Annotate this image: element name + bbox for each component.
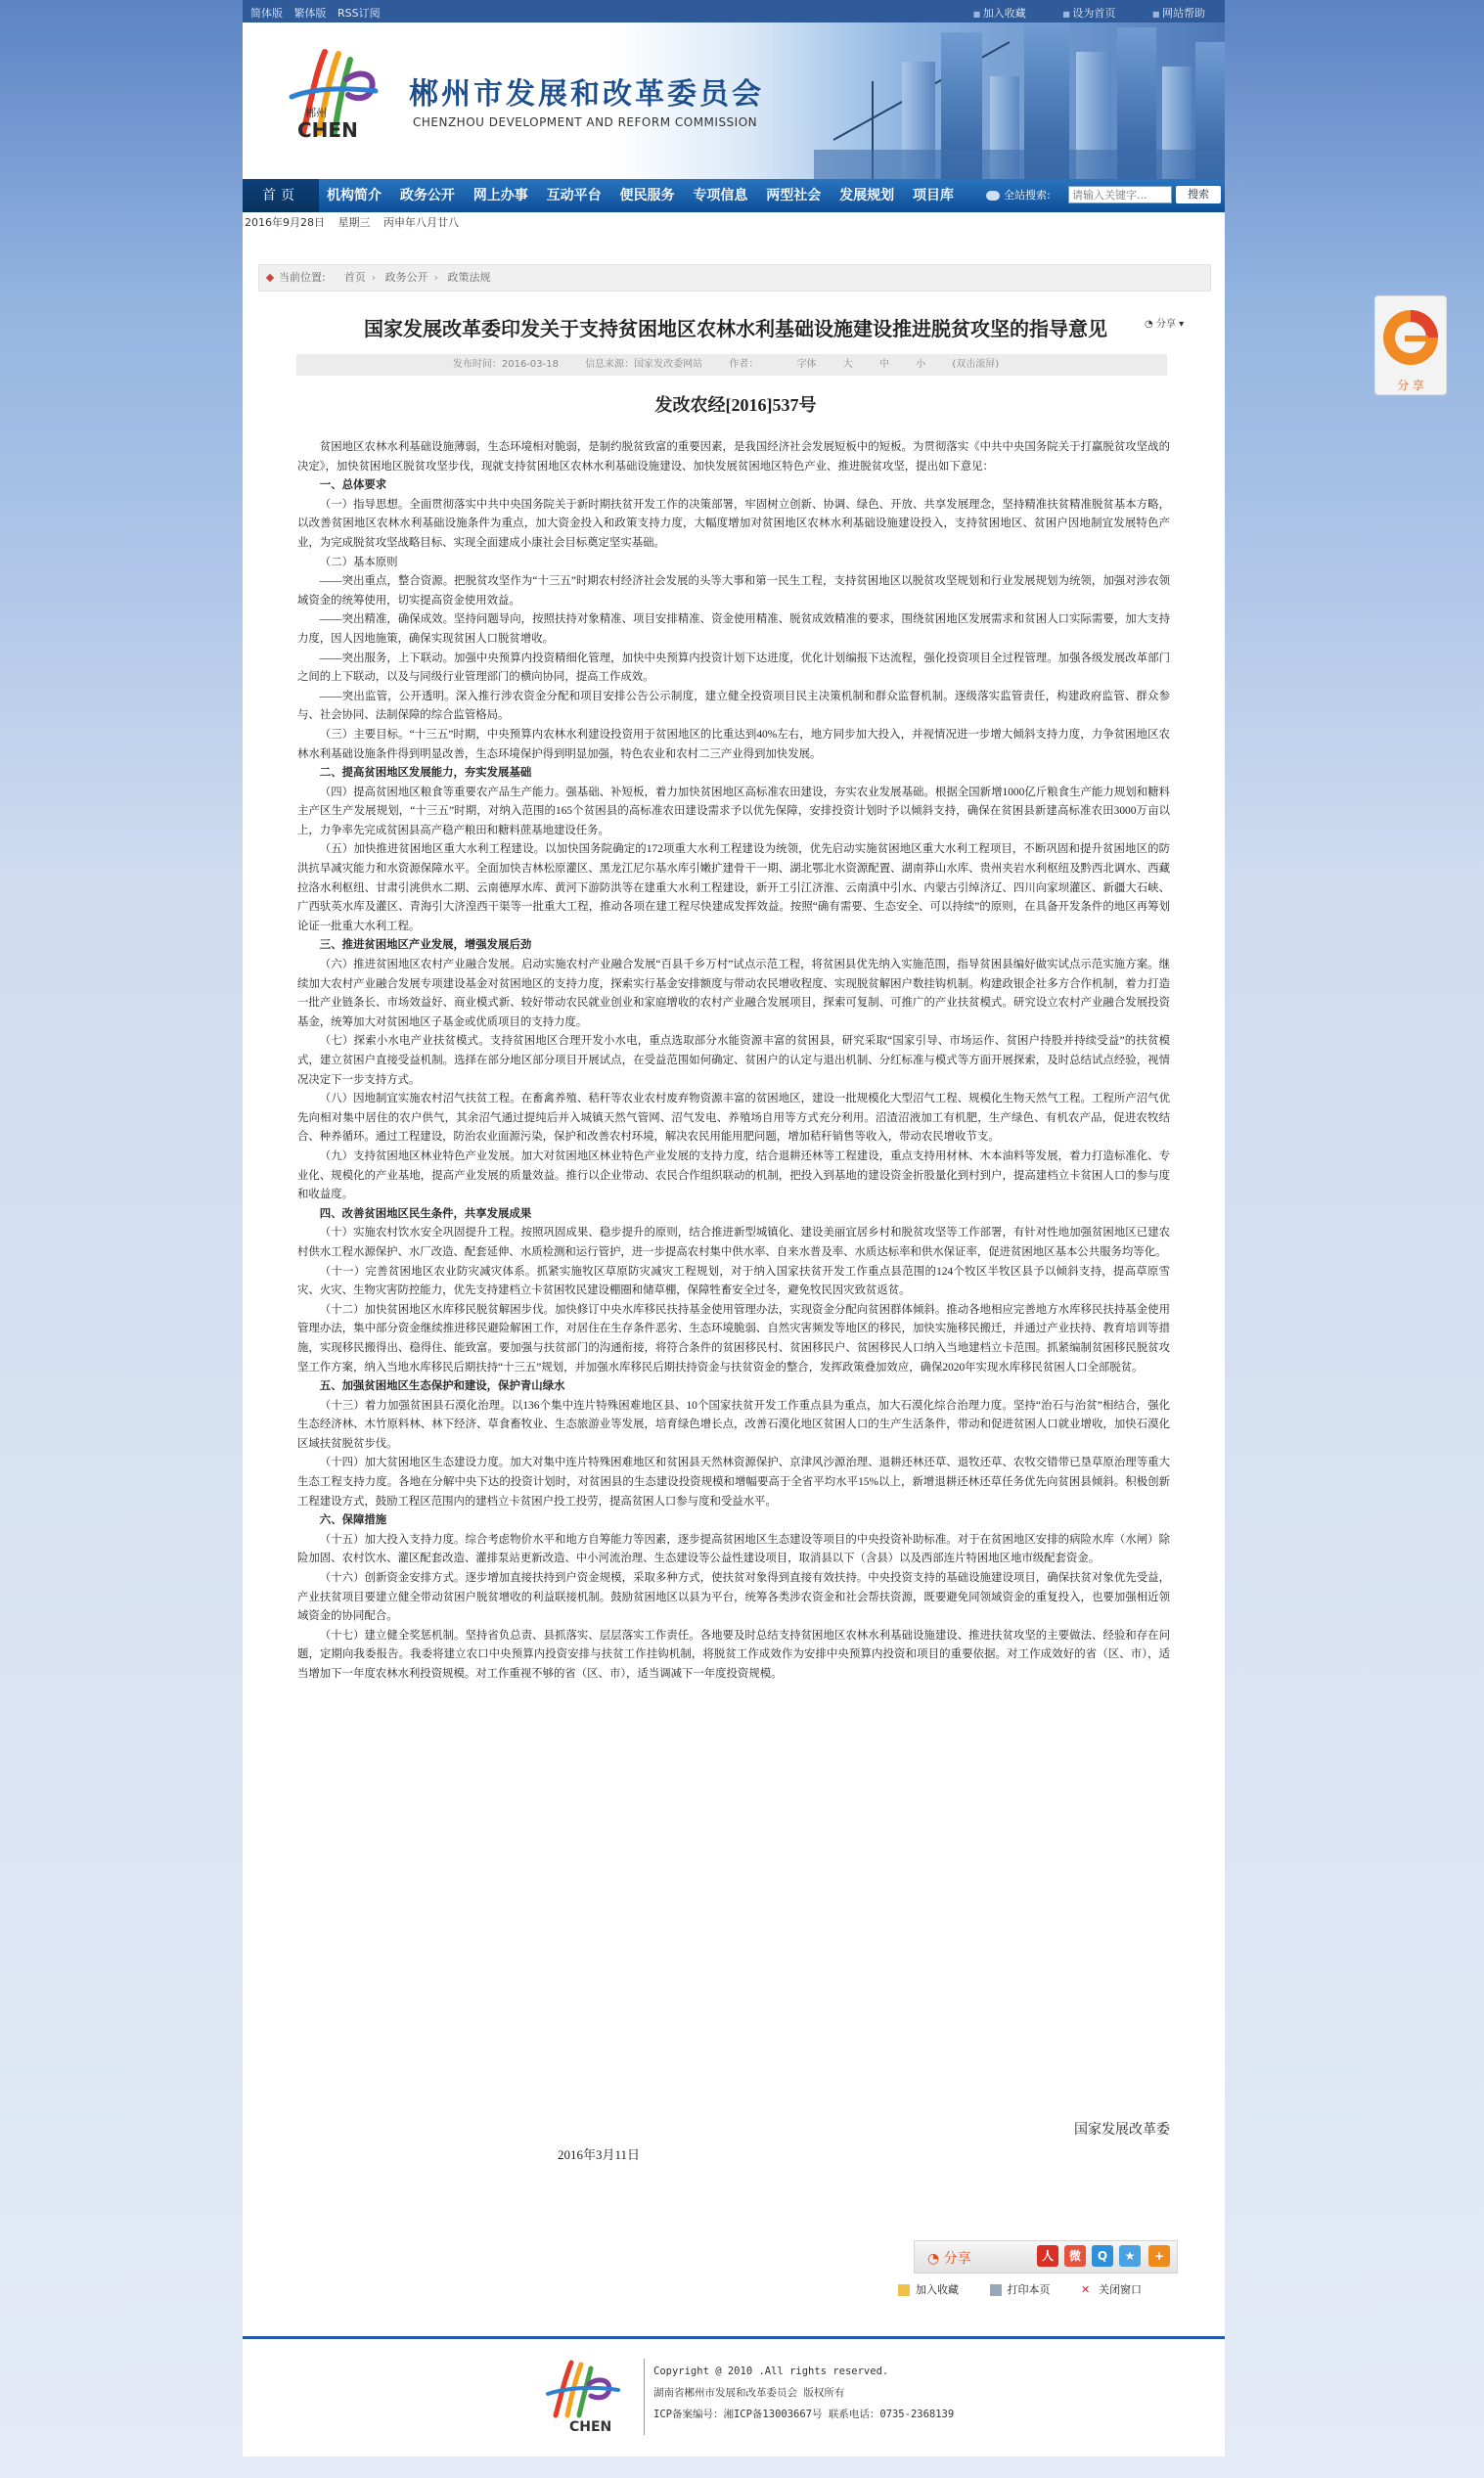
- footer-text: [653, 2361, 954, 2425]
- current-weekday: 星期三: [337, 216, 371, 229]
- add-favorite-link[interactable]: ■ 加入收藏: [973, 7, 1026, 20]
- site-title: 郴州市发展和改革委员会: [409, 77, 764, 112]
- article-paragraph: ——突出监管，公开透明。深入推行涉农资金分配和项目安排公告公示制度，建立健全投资项目民主决策机制和群众监督机制。逐级落实监管责任，构建政府监管、群众参与、社会协同、法制保障的综合监管格局。: [297, 690, 1170, 722]
- traditional-link[interactable]: 繁体版: [293, 7, 327, 20]
- publish-time: 发布时间：2016-03-18: [452, 359, 559, 370]
- article-meta: [296, 354, 1167, 376]
- article-paragraph: （七）探索小水电产业扶贫模式。支持贫困地区合理开发小水电，重点选取部分水能资源丰富的贫困县，研究采取“国家引导、市场运作、贫困户持股并持续受益”的扶贫模式，建立贫困户直接受益机制。选择在部分地区部分项目开展试点，在受益范围如何确定、贫困户的认定与退出机制、分红标准与模式等方面开展探索，及时总结试点经验，视情况决定下一步支持方式。: [297, 1035, 1170, 1086]
- article-paragraph: （五）加快推进贫困地区重大水利工程建设。以加快国务院确定的172项重大水利工程建设为统领，优先启动实施贫困地区重大水利工程项目，不断巩固和提升贫困地区的防洪抗旱减灾能力和水资源保障水平。全面加快吉林松原灌区、黑龙江尼尔基水库引嫩扩建骨干一期、湖北鄂北水资源配置、湖南莽山水库、贵州夹岩水利枢纽及黔西北调水、西藏拉洛水利枢纽、甘肃引洮供水二期、云南德厚水库、黄河下游防洪等在建重大水利工程建设，新开工引江济淮、云南滇中引水、内蒙古引绰济辽、四川向家坝灌区、新疆大石峡、广西驮英水库及灌区、青海引大济湟西干渠等一批重大工程，推动各项在建工程尽快建成发挥效益。按照“确有需要、生态安全、可以持续”的原则，在具备开发条件的地区再筹划论证一批重大水利工程。: [297, 843, 1170, 932]
- search-input[interactable]: [1068, 186, 1172, 203]
- breadcrumb-policy[interactable]: 政策法规: [447, 271, 491, 284]
- article-paragraph: ——突出服务，上下联动。加强中央预算内投资精细化管理，加快中央预算内投资计划下达进度，优化计划编报下达流程，强化投资项目全过程管理。加强各级发展改革部门之间的上下联动，以及与同级行业管理部门的横向协同，提高工作成效。: [297, 652, 1170, 684]
- nav-item-government-affairs[interactable]: 政务公开: [399, 188, 455, 203]
- share-icon: ◔: [1145, 319, 1153, 330]
- section-heading: 二、提高贫困地区发展能力，夯实发展基础: [319, 767, 532, 780]
- contact-phone: 联系电话：0735-2368139: [828, 2409, 955, 2420]
- article-paragraph: （二）基本原则: [319, 556, 398, 568]
- article-paragraph: （十）实施农村饮水安全巩固提升工程。按照巩固成果、稳步提升的原则，结合推进新型城镇化、建设美丽宜居乡村和脱贫攻坚等工作部署，有针对性地加强贫困地区已建农村供水工程水源保护、水厂改造、配套延伸、水质检测和运行管护，进一步提高农村集中供水率、自来水普及率、水质达标率和供水保证率，促进贫困地区基本公共服务均等化。: [297, 1227, 1170, 1258]
- article-paragraph: （六）推进贫困地区农村产业融合发展。启动实施农村产业融合发展“百县千乡万村”试点示范工程，将贫困县优先纳入实施范围，指导贫困县编好做实试点示范实施方案。继续加大农村产业融合发展专项建设基金对贫困地区的支持力度，探索实行基金安排额度与带动农民增收程度、实现脱贫解困户数挂钩机制。构建政银企社多方合作机制，着力打造一批产业链条长、市场效益好、商业模式新、较好带动农民就业创业和家庭增收的农村产业融合发展项目，探索可复制、可推广的产业扶贫模式。研究设立农村产业融合发展投资基金，统筹加大对贫困地区子基金或优质项目的支持力度。: [297, 959, 1170, 1028]
- svg-text:CHEN: CHEN: [569, 2419, 612, 2433]
- nav-item-two-oriented-society[interactable]: 两型社会: [766, 188, 822, 203]
- copyright-text: Copyright @ 2010 .All rights reserved.: [653, 2365, 889, 2377]
- floating-share-label: 分 享: [1397, 379, 1424, 392]
- share-toolbar: [914, 2240, 1178, 2274]
- simplified-link[interactable]: 简体版: [250, 7, 283, 20]
- nav-item-online-services[interactable]: 网上办事: [472, 188, 528, 203]
- share-dropdown[interactable]: ◔ 分享 ▾: [1145, 319, 1185, 330]
- section-heading: 三、推进贫困地区产业发展，增强发展后劲: [319, 939, 532, 952]
- info-source: 信息来源：国家发改委网站: [585, 359, 703, 370]
- section-heading: 四、改善贫困地区民生条件，共享发展成果: [319, 1207, 532, 1220]
- nav-home[interactable]: 首页: [243, 179, 319, 212]
- section-heading: 五、加强贫困地区生态保护和建设，保护青山绿水: [319, 1380, 565, 1393]
- article-paragraph: （十三）着力加强贫困县石漠化治理。以136个集中连片特殊困难地区县、10个国家扶贫开发工作重点县为重点，加大石漠化综合治理力度。坚持“治石与治贫”相结合，强化生态经济林、木竹原料林、林下经济、草食畜牧业、生态旅游业等发展，培育绿色增长点，改善石漠化地区贫困人口的生产生活条件，带动和促进贫困人口就业增收，加快石漠化区域扶贫脱贫步伐。: [297, 1399, 1170, 1450]
- share-logo-icon: [1375, 296, 1446, 375]
- breadcrumb-home[interactable]: 首页: [343, 271, 366, 284]
- logo-wordmark: 郴州 CHEN: [297, 107, 358, 142]
- article-paragraph: （十六）创新资金安排方式。逐步增加直接扶持到户资金规模，采取多种方式，使扶贫对象得到直接有效扶持。中央投资支持的基础设施建设项目，确保扶贫对象优先受益，产业扶贫项目要建立健全带动贫困户脱贫增收的利益联接机制。鼓励贫困地区以县为平台，统筹各类涉农资金和社会帮扶资源，既要避免同领域资金的重复投入，也要加强相近领域资金的协同配合。: [297, 1572, 1170, 1623]
- share-button[interactable]: ◔ 分享: [927, 2251, 971, 2267]
- current-date: 2016年9月28日: [245, 216, 325, 229]
- top-bar: [243, 0, 1225, 23]
- main-nav: [243, 179, 1225, 212]
- search-label: 全站搜索:: [1004, 189, 1051, 202]
- set-homepage-link[interactable]: ■ 设为首页: [1062, 7, 1115, 20]
- nav-item-special-info[interactable]: 专项信息: [693, 188, 748, 203]
- add-favorite-action[interactable]: 加入收藏: [898, 2283, 959, 2296]
- font-medium-button[interactable]: 中: [878, 359, 889, 370]
- author: 作者：: [729, 359, 759, 370]
- more-share-icon[interactable]: +: [1148, 2245, 1170, 2267]
- site-help-link[interactable]: ■ 网站帮助: [1152, 7, 1205, 20]
- section-heading: 六、保障措施: [319, 1514, 387, 1527]
- article-title: 国家发展改革委印发关于支持贫困地区农林水利基础设施建设推进脱贫攻坚的指导意见: [364, 317, 1107, 340]
- nav-item-institution[interactable]: 机构简介: [327, 188, 382, 203]
- article-paragraph: （十二）加快贫困地区水库移民脱贫解困步伐。加快修订中央水库移民扶持基金使用管理办法，实现资金分配向贫困群体倾斜。推动各地相应完善地方水库移民扶持基金使用管理办法，集中部分资金继续推进移民避险解困工作，对居住在生存条件恶劣、生态环境脆弱、自然灾害频发等地区的移民，加快实施移民搬迁，并通过产业扶持、教育培训等措施，实现移民搬得出、稳得住、能致富。要加强与扶贫部门的沟通衔接，将符合条件的贫困移民村、贫困移民户、贫困移民人口纳入当地建档立卡范围。抓紧编制贫困移民脱贫攻坚工作方案，纳入当地水库移民后期扶持“十三五”规划，并加强水库移民后期扶持资金与扶贫资金的整合，发挥政策叠加效应，确保2020年实现水库移民贫困人口全部脱贫。: [297, 1303, 1170, 1374]
- tencent-icon[interactable]: Q: [1092, 2245, 1113, 2267]
- weibo-icon[interactable]: 微: [1064, 2245, 1086, 2267]
- footer: [243, 2339, 1225, 2456]
- font-size-control: 字体 大 中 小 (双击滚屏): [796, 359, 1000, 370]
- article-paragraph: （十七）建立健全奖惩机制。坚持省负总责、县抓落实、层层落实工作责任。各地要及时总结支持贫困地区农林水利基础设施建设、推进扶贫攻坚的主要做法、经验和存在问题，定期向我委报告。我委将建立农口中央预算内投资安排与扶贫工作挂钩机制，将脱贫工作成效作为安排中央预算内投资和项目的重要依据。对工作成效好的省（区、市），适当增加下一年度农林水利投资规模。对工作重视不够的省（区、市），适当调减下一年度投资规模。: [297, 1629, 1170, 1680]
- footer-logo: [536, 2355, 634, 2433]
- renren-icon[interactable]: 人: [1037, 2245, 1058, 2267]
- city-skyline-image: [814, 23, 1225, 179]
- article-paragraph: （三）主要目标。“十三五”时期，中央预算内农林水利建设投资用于贫困地区的比重达到40%左右，地方同步加大投入，并视情况进一步增大倾斜支持力度，力争贫困地区农林水利基础设施条件得到明显改善，生态环境保护得到明显加强，特色农业和农村二三产业得到加快发展。: [297, 728, 1170, 760]
- owner-text: 湖南省郴州市发展和改革委员会 版权所有: [653, 2387, 845, 2399]
- breadcrumb-government-affairs[interactable]: 政务公开: [384, 271, 428, 284]
- date-bar: [243, 212, 1225, 242]
- page-container: [243, 0, 1225, 2433]
- nav-item-public-services[interactable]: 便民服务: [619, 188, 675, 203]
- article-paragraph: （八）因地制宜实施农村沼气扶贫工程。在畜禽养殖、秸秆等农业农村废弃物资源丰富的贫困地区，建设一批规模化大型沼气工程、规模化生物天然气工程。工程所产沼气优先向相对集中居住的农户供气，其余沼气通过提纯后并入城镇天然气管网、沼气发电、养殖场自用等方式充分利用。沼渣沼液加工有机肥，生产绿色、有机农产品，促进农牧结合、种养循环。通过工程建设，防治农业面源污染，保护和改善农村环境，解决农民用能用肥问题，增加秸秆销售等收入，带动农民增收节支。: [297, 1093, 1170, 1144]
- article-paragraph: （四）提高贫困地区粮食等重要农产品生产能力。强基础、补短板，着力加快贫困地区高标准农田建设，夯实农业发展基础。根据全国新增1000亿斤粮食生产能力规划和糖料主产区生产发展规划，“十三五”时期，对纳入范围的165个贫困县的高标准农田建设需求予以优先保障，安排投资计划时予以倾斜支持，确保在贫困县新建高标准农田3000万亩以上，力争率先完成贫困县高产稳产粮田和糖料蔗基地建设任务。: [297, 786, 1170, 836]
- lunar-date: 丙申年八月廿八: [383, 216, 459, 229]
- search-button[interactable]: 搜索: [1176, 186, 1221, 203]
- article-paragraph: （十五）加大投入支持力度。综合考虑物价水平和地方自筹能力等因素，逐步提高贫困地区生态建设等项目的中央投资补助标准。对于在贫困地区安排的病险水库（水闸）除险加固、农村饮水、灌区配套改造、灌排泵站更新改造、中小河流治理、生态建设等公益性建设项目，取消县以下（含县）以及西部连片特困地区地市级配套资金。: [297, 1533, 1170, 1565]
- section-heading: 一、总体要求: [319, 479, 387, 492]
- rss-link[interactable]: RSS订阅: [337, 7, 381, 20]
- nav-items: [327, 179, 967, 212]
- article-paragraph: （十一）完善贫困地区农业防灾减灾体系。抓紧实施牧区草原防灾减灾工程规划，对于纳入国家扶贫开发工作重点县范围的124个牧区半牧区县予以倾斜支持，提高草原雪灾、火灾、生物灾害防控能力，优先支持建档立卡贫困牧民建设棚圈和储草棚，保障牲畜安全过冬，避免牧民因灾致贫返贫。: [297, 1265, 1170, 1297]
- article-paragraph: 贫困地区农林水利基础设施薄弱，生态环境相对脆弱，是制约脱贫致富的重要因素，是我国经济社会发展短板中的短板。为贯彻落实《中共中央国务院关于打赢脱贫攻坚战的决定》，加快贫困地区脱贫攻坚步伐，现就支持贫困地区农林水利基础设施建设、加快发展贫困地区特色产业、推进脱贫攻坚，提出如下意见：: [297, 441, 1170, 473]
- site-subtitle: CHENZHOU DEVELOPMENT AND REFORM COMMISSION: [413, 115, 758, 129]
- scroll-hint: (双击滚屏): [952, 359, 1000, 370]
- article-paragraph: （十四）加大贫困地区生态建设力度。加大对集中连片特殊困难地区和贫困县天然林资源保护、京津风沙源治理、退耕还林还草、退牧还草、农牧交错带已垦草原治理等重大生态工程支持力度。各地在分解中央下达的投资计划时，对贫困县的生态建设投资规模和增幅要高于全省平均水平15%以上，新增退耕还林还草任务优先向贫困县倾斜。积极创新工程建设方式，鼓励工程区范围内的建档立卡贫困户投工投劳，提高贫困人口参与度和受益水平。: [297, 1457, 1170, 1508]
- signature: 国家发展改革委: [1074, 2123, 1170, 2138]
- article-body: [297, 438, 1170, 1685]
- close-icon: ✕: [1081, 2283, 1091, 2296]
- document-number: 发改农经[2016]537号: [654, 395, 817, 415]
- font-large-button[interactable]: 大: [842, 359, 853, 370]
- breadcrumb: 当前位置: 首页 › 政务公开 › 政策法规: [258, 264, 1211, 292]
- signature-date: 2016年3月11日: [558, 2147, 641, 2162]
- printer-icon: [990, 2284, 1002, 2296]
- location-pin-icon: [266, 274, 274, 282]
- star-icon: [898, 2284, 910, 2296]
- header-banner: [243, 23, 1225, 179]
- article-paragraph: （九）支持贫困地区林业特色产业发展。加大对贫困地区林业特色产业发展的支持力度，结合退耕还林等工程建设，重点支持用材林、木本油料等发展，着力打造标准化、专业化、规模化的产业基地，提高产业发展的质量效益。推行以企业带动、农民合作组织联动的机制，把投入到基地的建设资金折股量化到村到户，提高建档立卡贫困人口的参与度和收益度。: [297, 1149, 1170, 1201]
- print-action[interactable]: 打印本页: [990, 2283, 1051, 2296]
- nav-item-project-library[interactable]: 项目库: [913, 188, 954, 203]
- qzone-icon[interactable]: ★: [1119, 2245, 1141, 2267]
- nav-item-development-planning[interactable]: 发展规划: [839, 188, 895, 203]
- breadcrumb-label: 当前位置:: [279, 271, 326, 284]
- article-paragraph: ——突出重点，整合资源。把脱贫攻坚作为“十三五”时期农村经济社会发展的头等大事和第一民生工程，支持贫困地区以脱贫攻坚规划和行业发展规划为统领，加强对涉农领域资金的统筹使用，切实提高资金使用效益。: [297, 575, 1170, 607]
- article-paragraph: ——突出精准，确保成效。坚持问题导向，按照扶持对象精准、项目安排精准、资金使用精准、脱贫成效精准的要求，围绕贫困地区发展需求和贫困人口实际需要，加大支持力度，因人因地施策，确保实现贫困人口脱贫增收。: [297, 613, 1170, 645]
- icp-info: ICP备案编号：湘ICP备13003667号 联系电话：0735-2368139: [653, 2409, 955, 2420]
- site-search: [986, 186, 1209, 205]
- close-window-action[interactable]: ✕ 关闭窗口: [1081, 2283, 1142, 2296]
- search-icon: [986, 191, 1000, 201]
- page-actions: [898, 2281, 1169, 2297]
- floating-share-button[interactable]: [1374, 295, 1447, 395]
- article-paragraph: （一）指导思想。全面贯彻落实中共中央国务院关于新时期扶贫开发工作的决策部署，牢固树立创新、协调、绿色、开放、共享发展理念，坚持精准扶贫精准脱贫基本方略，以改善贫困地区农林水利基础设施条件为重点，加大资金投入和政策支持力度，大幅度增加对贫困地区农林水利基础设施建设投入，支持贫困地区、贫困户因地制宜发展特色产业，为完成脱贫攻坚战略目标、实现全面建成小康社会目标奠定坚实基础。: [297, 498, 1170, 549]
- nav-item-interaction[interactable]: 互动平台: [546, 188, 602, 203]
- font-small-button[interactable]: 小: [916, 359, 926, 370]
